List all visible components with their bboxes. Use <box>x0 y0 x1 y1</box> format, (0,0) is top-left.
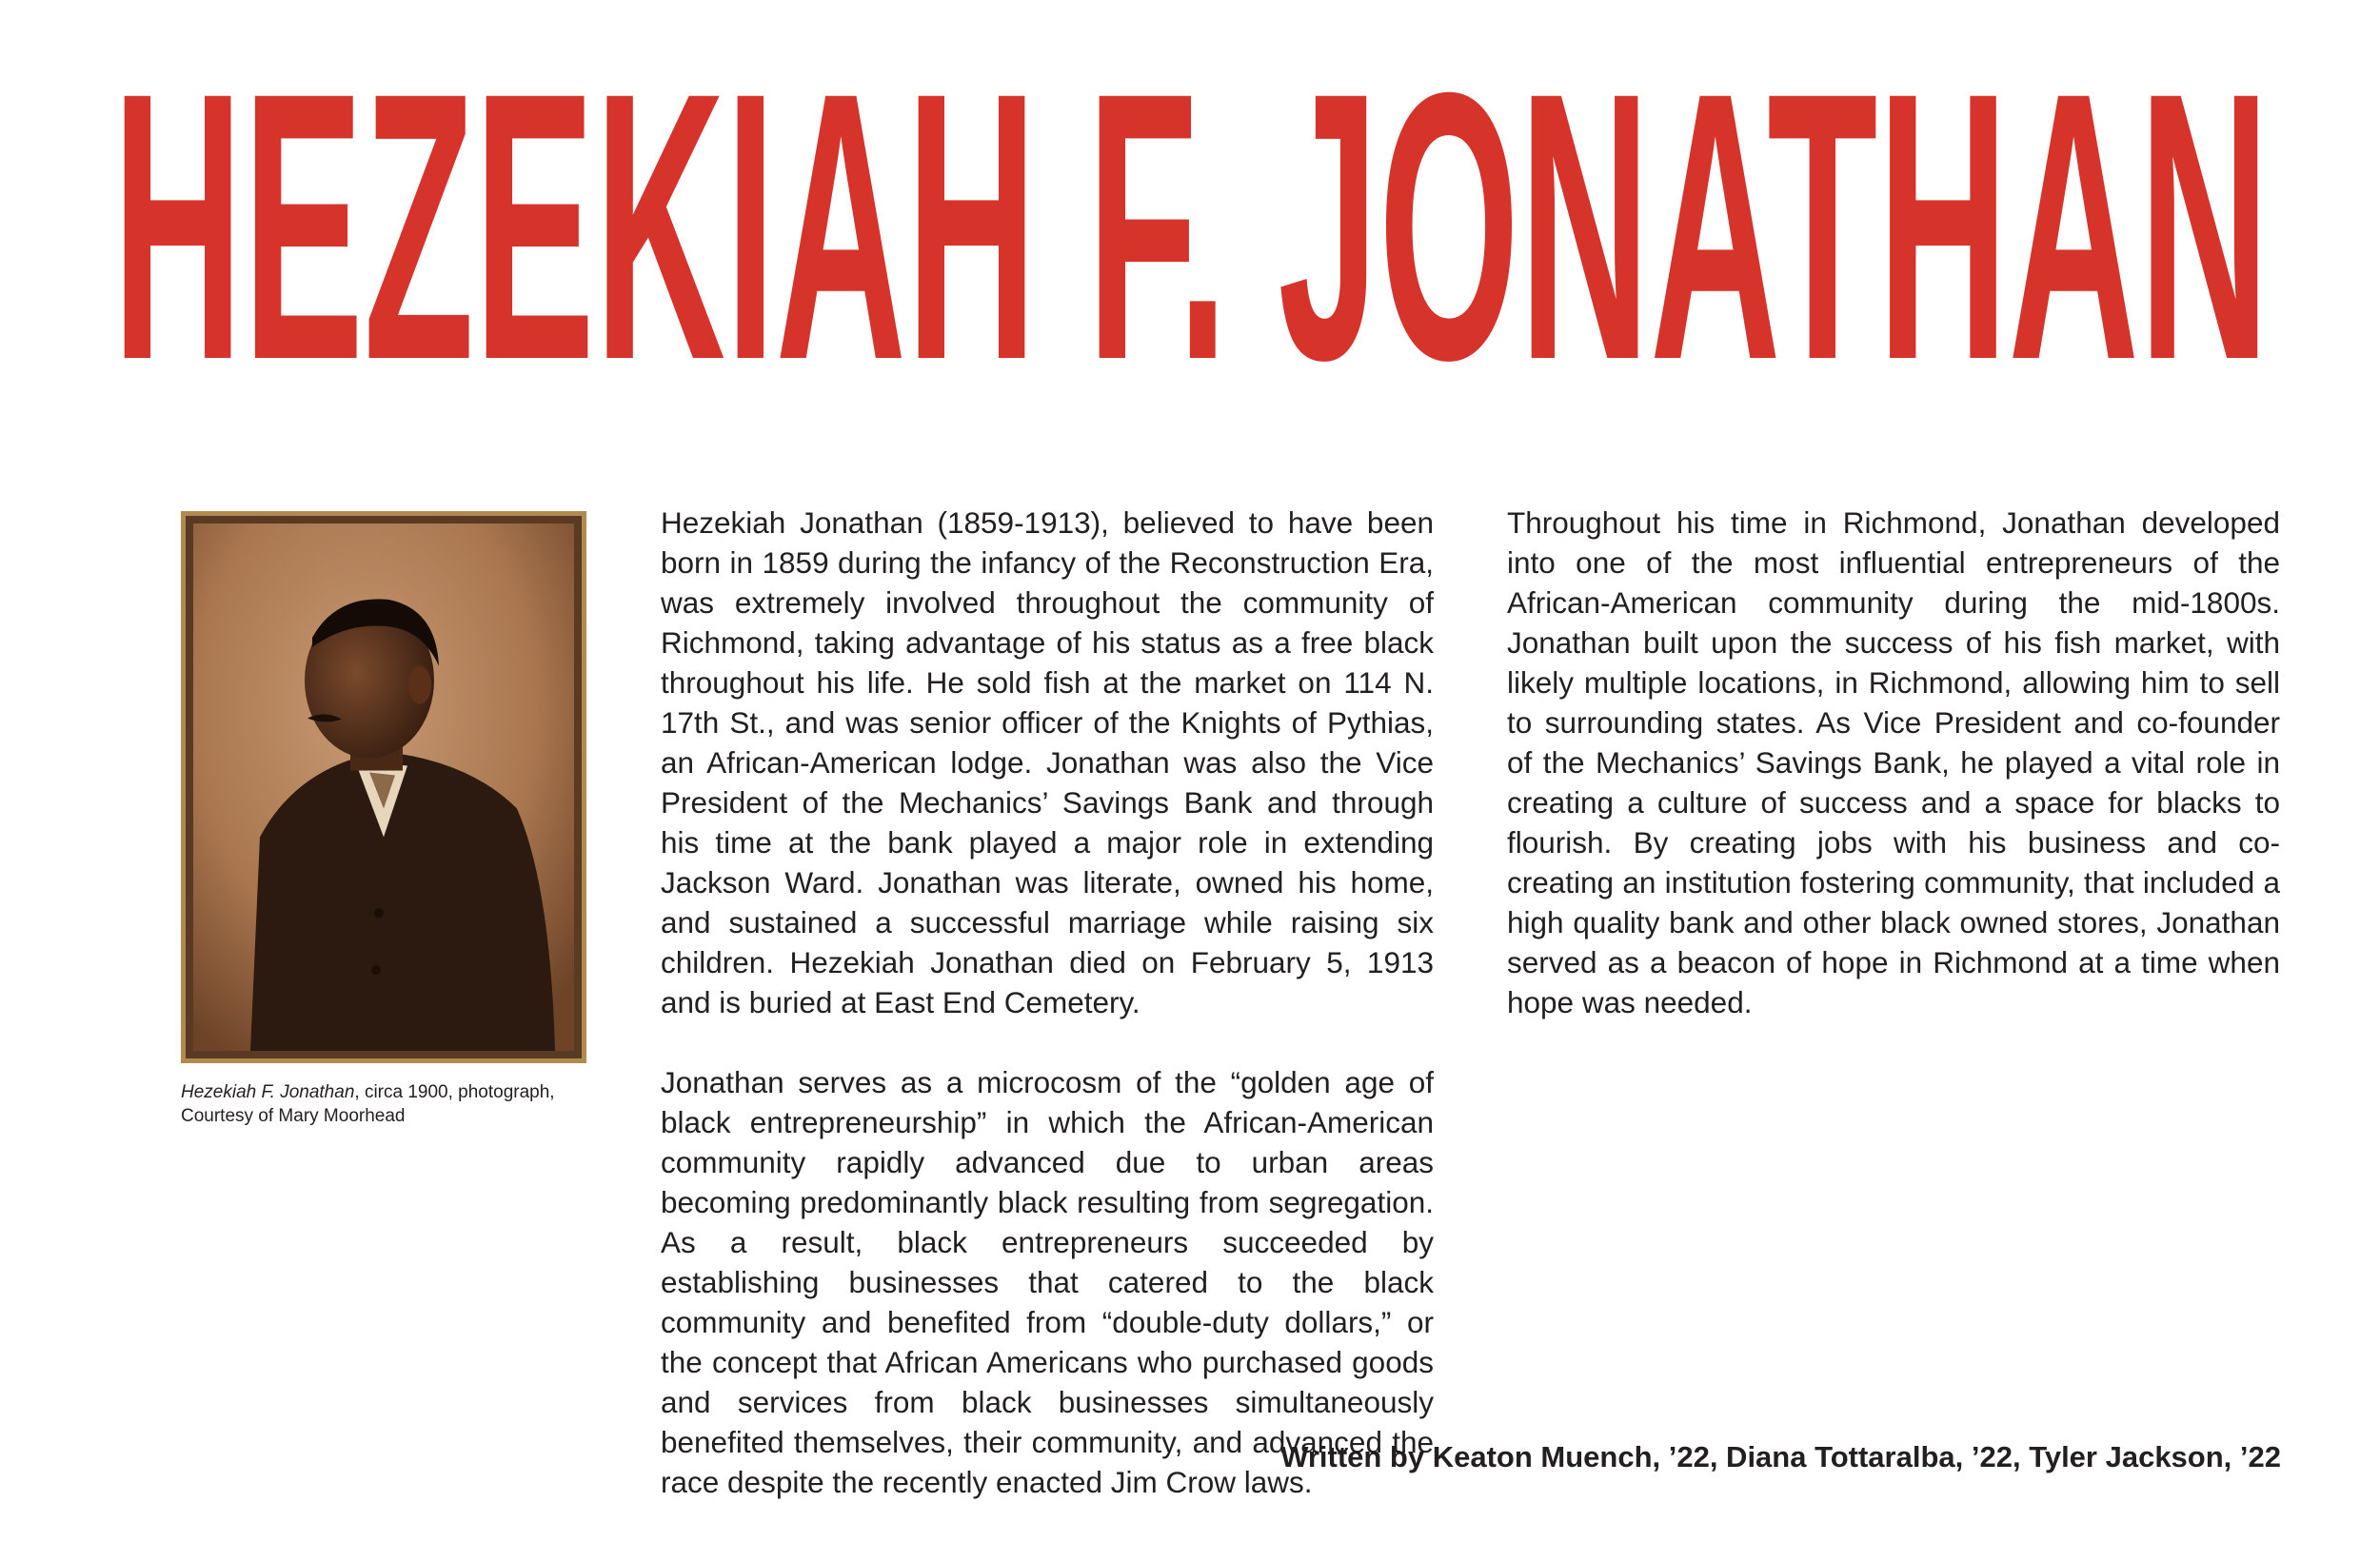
portrait-image <box>193 524 574 1051</box>
page-title <box>112 46 2270 417</box>
photo-caption <box>181 1080 628 1128</box>
text-column-left <box>661 503 1434 1542</box>
author-credit: Written by Keaton Muench, ’22, Diana Tottaralba, ’22, Tyler Jackson, ’22 <box>1280 1440 2281 1473</box>
caption-subject: Hezekiah F. Jonathan <box>181 1082 355 1102</box>
paragraph-biography: Hezekiah Jonathan (1859-1913), believed to have been born in 1859 during the infancy of the Reconstruction Era, was extremely involved throughout the community of Richmond, taking advantage of his status as a free black throughout his life. He sold fish at the market on 114 N. 17th St., and was senior officer of the Knights of Pythias, an African-American lodge. Jonathan was also the Vice President of the Mechanics’ Savings Bank and through his time at the bank played a major role in extending Jackson Ward. Jonathan was literate, owned his home, and sustained a successful marriage while raising six children. Hezekiah Jonathan died on February 5, 1913 and is buried at East End Cemetery. <box>661 505 1434 1019</box>
caption-details: , circa 1900, photograph, <box>354 1082 555 1102</box>
text-column-right <box>1507 503 2280 1062</box>
title-text: HEZEKIAH F. JONATHAN <box>112 46 2270 417</box>
title-graphic <box>112 46 2270 417</box>
caption-credit: Courtesy of Mary Moorhead <box>181 1106 406 1126</box>
paragraph-golden-age: Jonathan serves as a microcosm of the “golden age of black entrepreneurship” in which the African-American community rapidly advanced due to urban areas becoming predominantly black resulting from segregation. As a result, black entrepreneurs succeeded by establishing businesses that catered to the black community and benefited from “double-duty dollars,” or the concept that African Americans who purchased goods and services from black businesses simultaneously benefited themselves, their community, and advanced the race despite the recently enacted Jim Crow laws. <box>661 1065 1434 1499</box>
portrait-photo <box>181 511 586 1063</box>
paragraph-legacy: Throughout his time in Richmond, Jonathan developed into one of the most influential entrepreneurs of the African-American community during the mid-1800s. Jonathan built upon the success of his fish market, with likely multiple locations, in Richmond, allowing him to sell to surrounding states. As Vice President and co-founder of the Mechanics’ Savings Bank, he played a vital role in creating a culture of success and a space for blacks to flourish. By creating jobs with his business and co-creating an institution fostering community, that included a high quality bank and other black owned stores, Jonathan served as a beacon of hope in Richmond at a time when hope was needed. <box>1507 505 2280 1019</box>
